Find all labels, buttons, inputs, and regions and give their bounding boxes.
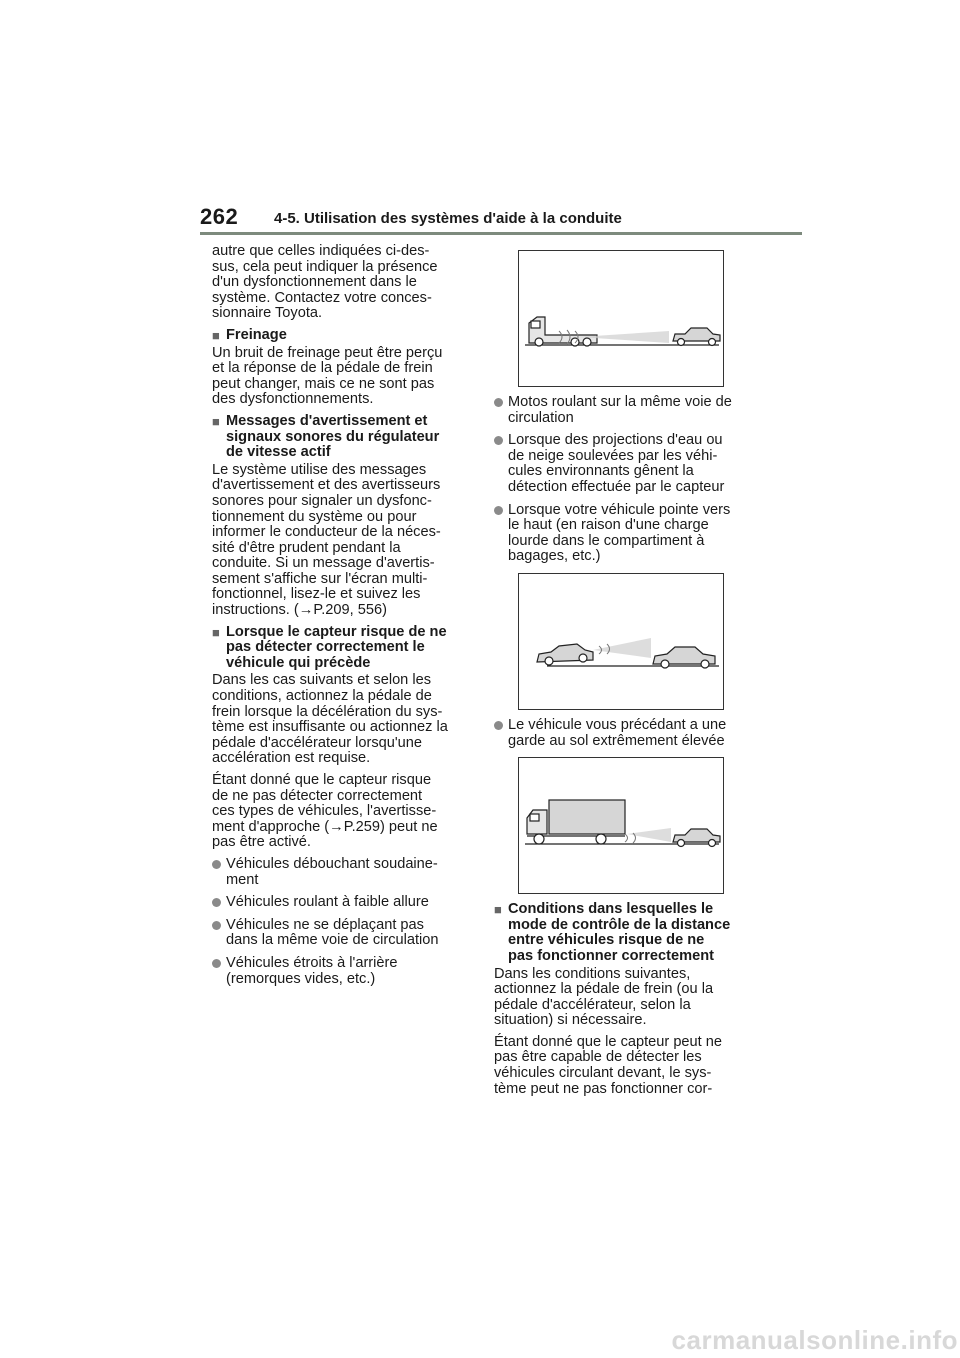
conditions-paragraph-2: Étant donné que le capteur peut ne pas être capable de détecter les véhicules circulant devant, le sys- tème peut ne pas fonctionner cor- xyxy=(494,1033,723,1097)
heading-text: Conditions dans lesquelles le mode de contrôle de la distance entre véhicules risque de ne pas fonctionner correctement xyxy=(508,901,731,964)
page-number: 262 xyxy=(200,204,239,229)
heading-messages xyxy=(212,414,472,461)
list-item-text: Véhicules débouchant soudaine- ment xyxy=(226,855,438,888)
list-item xyxy=(494,718,754,749)
capteur-paragraph-1: Dans les cas suivants et selon les conditions, actionnez la pédale de frein lorsque la décélération du sys- tème est insuffisante ou actionnez la pédale d'accélérateur lorsqu'une accélération est requise. xyxy=(212,672,448,767)
round-bullet-icon xyxy=(494,398,503,407)
square-bullet-icon: ■ xyxy=(212,327,220,343)
list-item xyxy=(212,895,472,911)
round-bullet-icon xyxy=(494,436,503,445)
illustration-car-pointing-up xyxy=(518,573,724,710)
conditions-bullet-list-a xyxy=(494,395,754,565)
list-item-text: Le véhicule vous précédant a une garde au sol extrêmement élevée xyxy=(508,716,727,749)
round-bullet-icon xyxy=(212,898,221,907)
list-item-text: Lorsque des projections d'eau ou de neige soulevées par les véhi- cules environnants gênent la détection effectuée par le capteur xyxy=(508,432,725,495)
list-item xyxy=(494,395,754,426)
page-header xyxy=(200,204,802,238)
list-item xyxy=(212,918,472,949)
heading-text: Lorsque le capteur risque de ne pas détecter correctement le véhicule qui précède xyxy=(226,623,447,671)
round-bullet-icon xyxy=(212,860,221,869)
capteur-paragraph-2: Étant donné que le capteur risque de ne pas détecter correctement ces types de véhicules, l'avertisse- ment d'approche (→P.259) peut ne pas être activé. xyxy=(212,772,438,851)
heading-conditions xyxy=(494,902,754,964)
list-item-text: Lorsque votre véhicule pointe vers le haut (en raison d'une charge lourde dans le compartiment à bagages, etc.) xyxy=(508,501,731,565)
left-column xyxy=(212,244,472,995)
list-item-text: Véhicules étroits à l'arrière (remorques vides, etc.) xyxy=(226,954,398,987)
square-bullet-icon: ■ xyxy=(212,624,220,640)
list-item xyxy=(494,503,754,565)
round-bullet-icon xyxy=(494,506,503,515)
intro-paragraph: autre que celles indiquées ci-des- sus, cela peut indiquer la présence d'un dysfonctionnement dans le système. Contactez votre conces- sionnaire Toyota. xyxy=(212,243,438,322)
right-column xyxy=(494,244,754,1103)
list-item-text: Motos roulant sur la même voie de circulation xyxy=(508,394,732,426)
illustration-high-clearance-truck xyxy=(518,757,724,894)
square-bullet-icon: ■ xyxy=(212,413,220,429)
freinage-paragraph: Un bruit de freinage peut être perçu et la réponse de la pédale de frein peut changer, mais ce ne sont pas des dysfonctionnements. xyxy=(212,344,443,408)
list-item xyxy=(212,857,472,888)
list-item xyxy=(494,433,754,495)
square-bullet-icon: ■ xyxy=(494,902,502,918)
list-item-text: Véhicules ne se déplaçant pas dans la même voie de circulation xyxy=(226,916,439,949)
round-bullet-icon xyxy=(212,959,221,968)
heading-freinage xyxy=(212,328,472,344)
illustration-empty-trailer xyxy=(518,250,724,387)
heading-text: Messages d'avertissement et signaux sonores du régulateur de vitesse actif xyxy=(226,412,440,461)
messages-paragraph: Le système utilise des messages d'avertissement et des avertisseurs sonores pour signaler un dysfonc- tionnement du système ou pour informer le conducteur de la néces- sité d'être prudent pendant la conduite. Si un message d'avertis- sement s'affiche sur l'écran multi- fonctionnel, lisez-le et suivez les instructions. (→P.209, 556) xyxy=(212,461,441,619)
watermark: carmanualsonline.info xyxy=(671,1325,958,1355)
vehicle-bullet-list xyxy=(212,857,472,987)
conditions-paragraph-1: Dans les conditions suivantes, actionnez la pédale de frein (ou la pédale d'accélérateur, selon la situation) si nécessaire. xyxy=(494,965,714,1029)
heading-text: Freinage xyxy=(226,326,287,343)
round-bullet-icon xyxy=(212,921,221,930)
conditions-bullet-list-b xyxy=(494,718,754,749)
list-item xyxy=(212,956,472,987)
heading-capteur xyxy=(212,625,472,672)
list-item-text: Véhicules roulant à faible allure xyxy=(226,894,429,911)
section-title: 4-5. Utilisation des systèmes d'aide à la conduite xyxy=(274,210,622,227)
round-bullet-icon xyxy=(494,721,503,730)
header-divider xyxy=(200,232,802,235)
